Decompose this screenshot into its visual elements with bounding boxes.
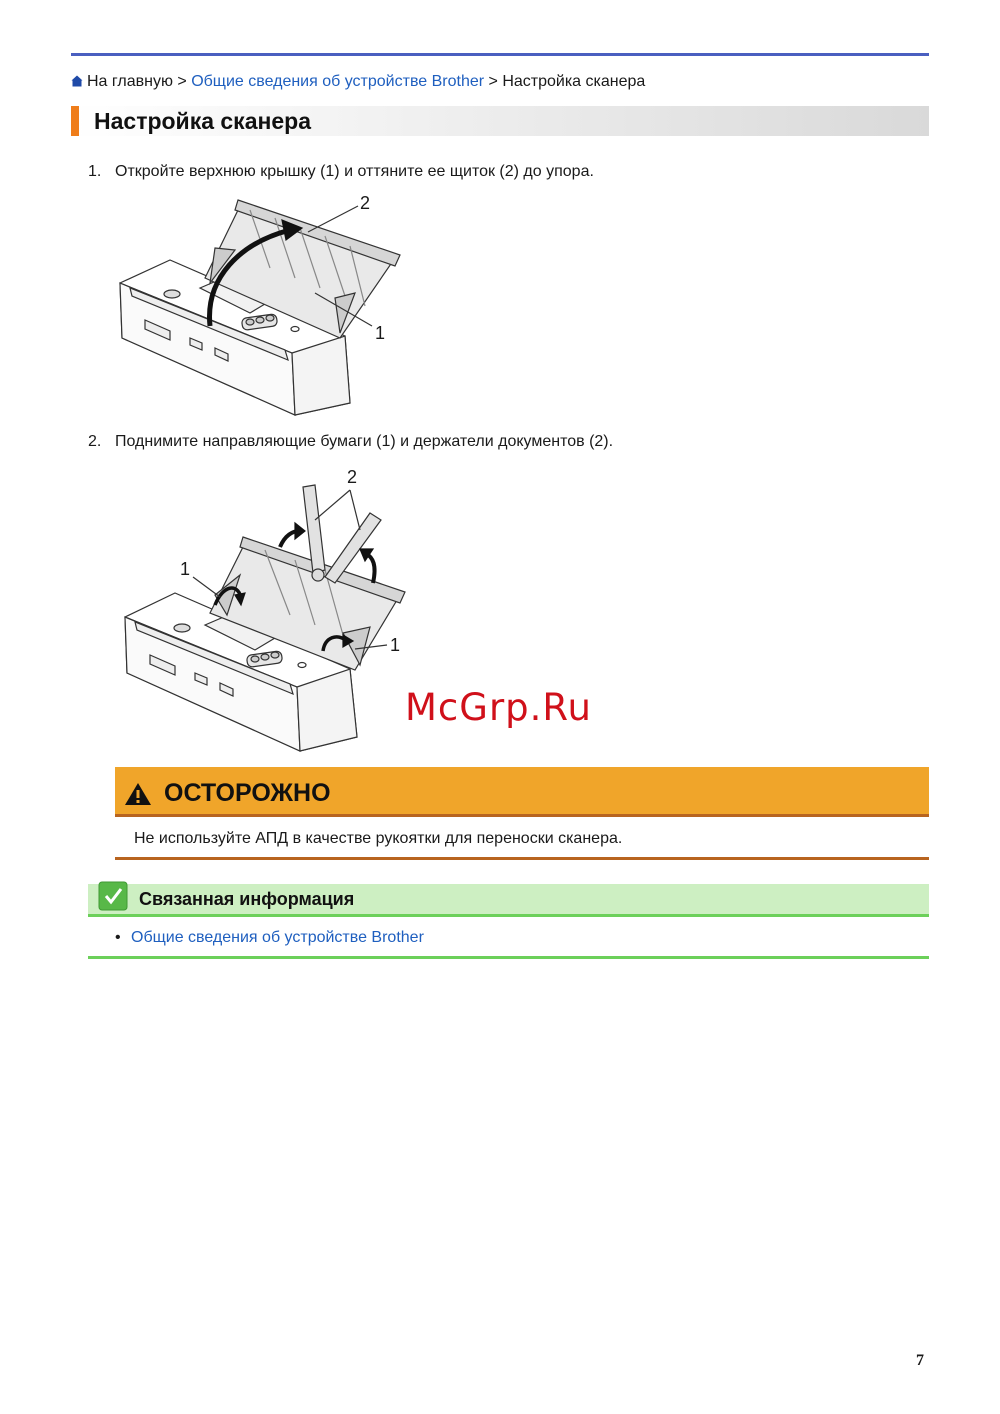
page-number: 7 xyxy=(916,1352,924,1369)
callout-1: 1 xyxy=(390,635,401,655)
checkmark-icon xyxy=(98,881,128,911)
warning-icon xyxy=(124,782,152,806)
callout-1: 1 xyxy=(375,323,386,343)
bullet: • xyxy=(115,929,121,946)
watermark: McGrp.Ru xyxy=(405,686,592,729)
callout-2: 2 xyxy=(347,467,358,487)
related-link-overview[interactable]: Общие сведения об устройстве Brother xyxy=(131,929,424,946)
step-text: Поднимите направляющие бумаги (1) и держатели документов (2). xyxy=(115,433,614,450)
related-info-divider xyxy=(88,956,929,959)
title-accent xyxy=(71,106,79,136)
step-number: 2. xyxy=(88,433,102,450)
related-info-title: Связанная информация xyxy=(139,889,355,909)
breadcrumb-link-overview[interactable]: Общие сведения об устройстве Brother xyxy=(191,73,485,90)
breadcrumb-separator: > xyxy=(172,73,192,90)
caution-divider xyxy=(115,857,929,860)
callout-1: 1 xyxy=(180,559,191,579)
home-icon[interactable] xyxy=(71,75,83,87)
figure-raise-guides xyxy=(115,465,415,757)
step-number: 1. xyxy=(88,163,102,180)
caution-title: ОСТОРОЖНО xyxy=(164,779,331,807)
breadcrumb-current: Настройка сканера xyxy=(502,73,646,90)
caution-text: Не используйте АПД в качестве рукоятки для переноски сканера. xyxy=(134,830,623,847)
breadcrumb xyxy=(71,72,645,92)
breadcrumb-home[interactable]: На главную xyxy=(87,73,173,90)
figure-open-cover xyxy=(110,188,410,420)
breadcrumb-separator: > xyxy=(484,73,503,90)
callout-2: 2 xyxy=(360,193,371,213)
header-rule xyxy=(71,53,929,56)
step-text: Откройте верхнюю крышку (1) и оттяните ее щиток (2) до упора. xyxy=(115,163,594,180)
page-title: Настройка сканера xyxy=(94,108,312,134)
